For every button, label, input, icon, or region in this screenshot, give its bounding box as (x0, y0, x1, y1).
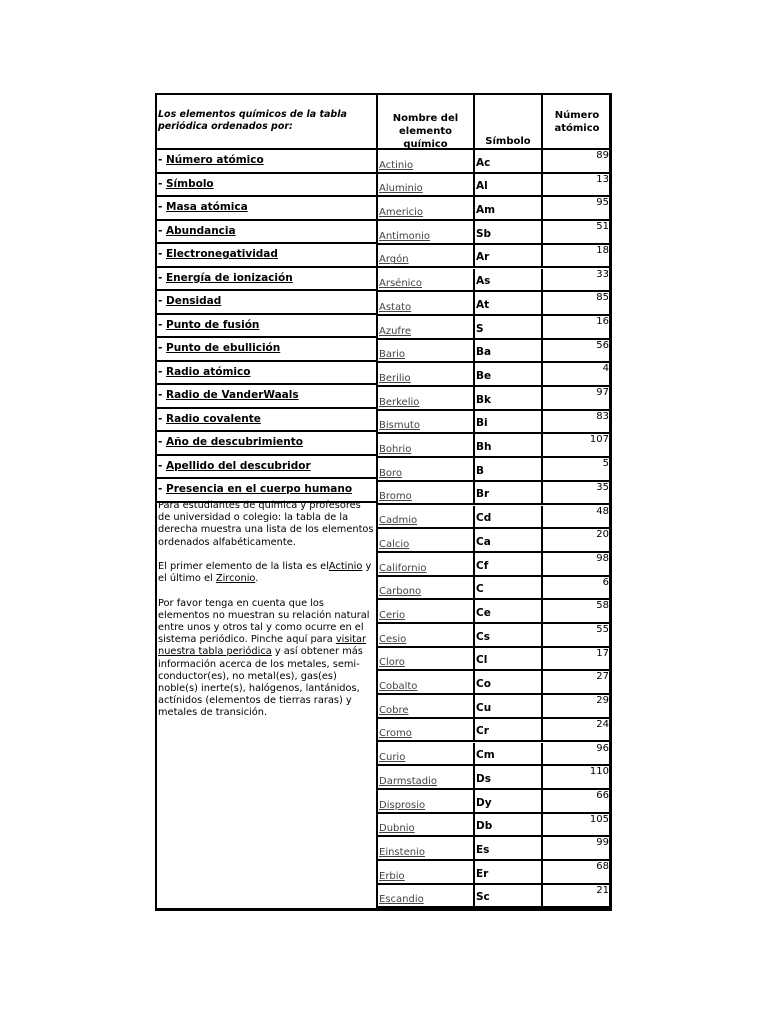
element-name-cell (378, 245, 475, 269)
table-row (378, 529, 611, 553)
element-name-cell (378, 624, 475, 648)
element-symbol-cell (475, 861, 543, 885)
element-number-cell (543, 387, 611, 411)
element-name-cell (378, 743, 475, 767)
element-atomic-number: 29 (596, 695, 609, 707)
element-number-cell (543, 766, 611, 790)
table-row (378, 577, 611, 601)
element-name-cell (378, 292, 475, 316)
element-name-link[interactable]: Erbio (379, 870, 405, 882)
element-atomic-number: 16 (596, 315, 609, 327)
element-symbol-cell (475, 766, 543, 790)
sort-option-link[interactable]: Punto de ebullición (166, 342, 281, 354)
info-paragraph-1: Para estudiantes de química y profesores de universidad o colegio: la tabla de la derecha muestra una lista de los elementos ordenados alfabéticamente. (158, 500, 374, 548)
table-row (378, 482, 611, 506)
table-row (378, 363, 611, 387)
sort-option-link[interactable]: Símbolo (166, 177, 214, 190)
element-number-cell (543, 624, 611, 648)
info-paragraph-2: El primer elemento de la lista es elActinio y el último el Zirconio. (158, 561, 372, 585)
sort-option-link[interactable]: Presencia en el cuerpo humano (166, 483, 353, 495)
sort-option-dash: - (158, 224, 163, 237)
element-number-cell (543, 292, 611, 316)
table-row (378, 885, 611, 909)
element-atomic-number: 98 (596, 552, 609, 564)
element-symbol-cell (475, 577, 543, 601)
sort-option-row (157, 432, 378, 456)
element-symbol: Al (476, 180, 488, 193)
element-atomic-number: 99 (596, 837, 609, 849)
element-symbol: Dy (476, 796, 492, 809)
element-name-link[interactable]: Darmstadio (379, 775, 438, 787)
element-number-cell (543, 529, 611, 553)
sort-option-link[interactable]: Energía de ionización (166, 271, 293, 284)
element-name-link[interactable]: Cloro (379, 657, 405, 669)
element-name-cell (378, 221, 475, 245)
element-atomic-number: 20 (596, 529, 609, 541)
sort-option-row (157, 385, 378, 409)
element-name-cell (378, 458, 475, 482)
element-name-link[interactable]: Boro (379, 467, 402, 479)
element-name-link[interactable]: Azufre (379, 325, 411, 337)
element-symbol: Am (476, 204, 496, 217)
element-symbol: Br (476, 488, 490, 501)
element-number-cell (543, 885, 611, 909)
element-symbol-cell (475, 340, 543, 364)
element-number-cell (543, 316, 611, 340)
element-atomic-number: 97 (596, 387, 609, 398)
element-name-link[interactable]: Antimonio (379, 230, 430, 242)
element-number-cell (543, 600, 611, 624)
sort-option-row (157, 150, 378, 174)
element-symbol-cell (475, 197, 543, 221)
element-atomic-number: 4 (602, 363, 609, 375)
element-atomic-number: 66 (596, 789, 609, 801)
element-name-cell (378, 269, 475, 293)
element-symbol-cell (475, 600, 543, 624)
element-atomic-number: 21 (596, 884, 609, 896)
element-name-cell (378, 671, 475, 695)
table-row (378, 221, 611, 245)
number-column-label: Número atómico (554, 110, 600, 134)
element-number-cell (543, 743, 611, 767)
sort-option-dash: - (158, 389, 163, 401)
element-name-link[interactable]: Bohrio (379, 444, 412, 456)
sort-option-link[interactable]: Apellido del descubridor (166, 459, 311, 472)
element-atomic-number: 35 (596, 481, 609, 493)
table-row (378, 766, 611, 790)
element-atomic-number: 95 (596, 197, 609, 209)
element-symbol-cell (475, 458, 543, 482)
element-symbol-cell (475, 292, 543, 316)
element-name-link[interactable]: Californio (379, 562, 427, 574)
number-column-header (543, 95, 611, 150)
element-name-cell (378, 577, 475, 601)
element-number-cell (543, 671, 611, 695)
element-number-cell (543, 506, 611, 530)
element-name-cell (378, 434, 475, 458)
table-row (378, 292, 611, 316)
sort-option-dash: - (158, 177, 163, 190)
element-atomic-number: 17 (596, 647, 609, 659)
table-row (378, 837, 611, 861)
element-number-cell (543, 861, 611, 885)
element-symbol: Bi (476, 417, 488, 430)
element-atomic-number: 96 (596, 742, 609, 754)
sort-option-link[interactable]: Densidad (166, 295, 222, 307)
element-number-cell (543, 648, 611, 672)
element-symbol-cell (475, 814, 543, 838)
element-atomic-number: 58 (596, 600, 609, 612)
sort-option-dash: - (158, 459, 163, 472)
element-symbol: Cl (476, 654, 488, 667)
sort-option-row (157, 338, 378, 362)
element-symbol: Ce (476, 606, 491, 619)
element-number-cell (543, 245, 611, 269)
element-number-cell (543, 150, 611, 174)
element-number-cell (543, 340, 611, 364)
element-name-link[interactable]: Aluminio (379, 183, 423, 195)
element-symbol: Es (476, 843, 490, 856)
sort-option-dash: - (158, 248, 163, 260)
element-symbol: Ba (476, 346, 492, 359)
element-name-cell (378, 506, 475, 530)
element-name-link[interactable]: Cerio (379, 609, 406, 621)
element-number-cell (543, 553, 611, 577)
element-number-cell (543, 790, 611, 814)
element-symbol: Db (476, 820, 493, 833)
element-atomic-number: 24 (596, 718, 609, 730)
element-name-link[interactable]: Cesio (379, 633, 407, 645)
element-name-link[interactable]: Argón (379, 254, 409, 266)
element-symbol-cell (475, 671, 543, 695)
sort-option-row (157, 197, 378, 221)
element-symbol: Cd (476, 512, 492, 525)
table-row (378, 814, 611, 838)
element-symbol-cell (475, 434, 543, 458)
sort-option-row (157, 409, 378, 433)
element-atomic-number: 18 (596, 244, 609, 256)
element-symbol: B (476, 464, 485, 477)
element-name-cell (378, 150, 475, 174)
table-row (378, 506, 611, 530)
sort-option-row (157, 268, 378, 292)
element-symbol: C (476, 583, 484, 596)
sort-option-link[interactable]: Número atómico (166, 154, 264, 166)
sort-option-link[interactable]: Masa atómica (166, 201, 248, 213)
table-row (378, 648, 611, 672)
element-atomic-number: 33 (596, 268, 609, 280)
element-symbol-cell (475, 387, 543, 411)
element-name-link[interactable]: Einstenio (379, 846, 425, 858)
table-row (378, 434, 611, 458)
element-symbol: Er (476, 867, 489, 880)
element-name-link[interactable]: Bario (379, 349, 405, 361)
element-name-link[interactable]: Bromo (379, 491, 412, 503)
sort-option-dash: - (158, 271, 163, 284)
element-name-cell (378, 340, 475, 364)
element-number-cell (543, 363, 611, 387)
table-row (378, 411, 611, 435)
table-row (378, 743, 611, 767)
symbol-column-label: Símbolo (485, 136, 531, 147)
element-symbol: Cu (476, 701, 492, 714)
element-number-cell (543, 197, 611, 221)
element-name-link[interactable]: Calcio (379, 538, 410, 550)
table-row (378, 269, 611, 293)
element-symbol-cell (475, 221, 543, 245)
element-symbol-cell (475, 174, 543, 198)
element-symbol-cell (475, 529, 543, 553)
element-name-link[interactable]: Disprosio (379, 799, 426, 811)
element-symbol: Ac (476, 156, 491, 169)
element-name-link[interactable]: Astato (379, 301, 412, 313)
table-row (378, 790, 611, 814)
element-symbol: S (476, 322, 484, 335)
sort-option-dash: - (158, 365, 163, 378)
element-name-cell (378, 197, 475, 221)
element-symbol-cell (475, 363, 543, 387)
sort-option-row (157, 291, 378, 315)
element-number-cell (543, 814, 611, 838)
info-paragraph-3: Por favor tenga en cuenta que los elementos no muestran su relación natural entre unos y otros tal y como ocurre en el sistema periódico. Pinche aquí para visitar nuestra tabla periódica y así obtener más información acerca de los metales, semi-conductor(es), no metal(es), gas(es) noble(s) inerte(s), halógenos, lantánidos, actínidos (elementos de tierras raras) y metales de transición. (158, 597, 370, 719)
element-atomic-number: 13 (596, 173, 609, 185)
sort-option-link[interactable]: Punto de fusión (166, 318, 260, 331)
element-symbol: Cm (476, 749, 495, 762)
sort-option-dash: - (158, 436, 163, 448)
element-symbol: Be (476, 369, 492, 382)
element-atomic-number: 55 (596, 624, 609, 635)
element-atomic-number: 56 (596, 339, 609, 351)
table-row (378, 695, 611, 719)
element-symbol: Ca (476, 535, 491, 548)
element-symbol: Co (476, 678, 491, 691)
zirconio-link[interactable]: Zirconio (215, 573, 256, 585)
sort-option-row (157, 174, 378, 198)
element-atomic-number: 48 (596, 505, 609, 517)
element-symbol: At (476, 298, 490, 311)
table-row (378, 600, 611, 624)
element-symbol: As (476, 275, 491, 288)
element-symbol-cell (475, 624, 543, 648)
name-column-header (378, 95, 475, 150)
name-column-label: Nombre del elemento químico (392, 113, 459, 150)
element-name-cell (378, 837, 475, 861)
element-atomic-number: 105 (589, 813, 609, 825)
sort-option-dash: - (158, 483, 163, 495)
sort-option-dash: - (158, 295, 163, 307)
element-number-cell (543, 482, 611, 506)
table-row (378, 245, 611, 269)
table-row (378, 458, 611, 482)
element-symbol: Sc (476, 891, 490, 904)
element-symbol: Cr (476, 725, 489, 738)
element-symbol: Bk (476, 393, 491, 406)
table-row (378, 719, 611, 743)
element-symbol-cell (475, 648, 543, 672)
table-row (378, 316, 611, 340)
element-atomic-number: 83 (596, 410, 609, 422)
element-symbol-cell (475, 269, 543, 293)
element-number-cell (543, 221, 611, 245)
element-name-cell (378, 790, 475, 814)
sort-option-dash: - (158, 412, 163, 425)
element-name-cell (378, 363, 475, 387)
info-text-block (157, 498, 378, 908)
element-atomic-number: 85 (596, 292, 609, 304)
element-name-link[interactable]: Berilio (379, 372, 411, 384)
element-name-cell (378, 885, 475, 909)
table-row (378, 624, 611, 648)
sort-option-link[interactable]: Año de descubrimiento (166, 436, 304, 448)
element-name-link[interactable]: Arsénico (379, 278, 423, 290)
element-name-link[interactable]: Cobre (379, 704, 409, 716)
sort-option-dash: - (158, 342, 163, 354)
element-symbol: Sb (476, 227, 492, 240)
element-symbol: Ar (476, 251, 490, 264)
element-number-cell (543, 695, 611, 719)
element-atomic-number: 89 (596, 150, 609, 161)
element-name-cell (378, 814, 475, 838)
element-name-cell (378, 482, 475, 506)
table-row (378, 387, 611, 411)
sort-option-dash: - (158, 318, 163, 331)
element-symbol: Ds (476, 772, 491, 785)
element-number-cell (543, 434, 611, 458)
element-atomic-number: 110 (589, 766, 609, 778)
element-symbol: Cf (476, 559, 489, 572)
element-symbol-cell (475, 411, 543, 435)
sort-header-cell (157, 95, 378, 150)
element-name-cell (378, 766, 475, 790)
element-symbol-cell (475, 482, 543, 506)
sort-option-row (157, 456, 378, 480)
element-symbol-cell (475, 695, 543, 719)
element-atomic-number: 6 (602, 576, 609, 588)
sort-option-link[interactable]: Radio de VanderWaals (166, 389, 299, 401)
table-row (378, 197, 611, 221)
element-name-link[interactable]: Americio (379, 207, 424, 219)
element-name-link[interactable]: Bismuto (379, 420, 420, 432)
element-number-cell (543, 269, 611, 293)
table-row (378, 340, 611, 364)
sort-option-row (157, 244, 378, 268)
element-atomic-number: 107 (589, 434, 609, 446)
element-name-cell (378, 648, 475, 672)
element-symbol-cell (475, 837, 543, 861)
element-atomic-number: 27 (596, 671, 609, 683)
element-name-link[interactable]: Carbono (379, 586, 422, 598)
element-symbol-cell (475, 316, 543, 340)
sort-option-link[interactable]: Abundancia (166, 224, 236, 237)
sort-option-row (157, 362, 378, 386)
element-name-link[interactable]: Cromo (379, 728, 412, 740)
element-number-cell (543, 174, 611, 198)
table-row (378, 671, 611, 695)
element-name-link[interactable]: Cobalto (379, 681, 418, 693)
periodic-table-link[interactable]: visitar nuestra tabla periódica (158, 634, 367, 658)
element-name-link[interactable]: Berkelio (379, 396, 420, 408)
element-name-cell (378, 600, 475, 624)
sort-option-link[interactable]: Radio atómico (166, 365, 251, 378)
element-name-cell (378, 174, 475, 198)
element-symbol-cell (475, 245, 543, 269)
element-number-cell (543, 458, 611, 482)
element-atomic-number: 5 (602, 458, 609, 470)
sort-option-link[interactable]: Radio covalente (166, 412, 261, 425)
element-symbol-cell (475, 719, 543, 743)
element-number-cell (543, 577, 611, 601)
element-symbol: Cs (476, 630, 490, 643)
element-number-cell (543, 837, 611, 861)
element-name-link[interactable]: Actinio (379, 159, 414, 171)
element-name-cell (378, 553, 475, 577)
symbol-column-header (475, 95, 543, 150)
element-symbol-cell (475, 553, 543, 577)
element-symbol-cell (475, 885, 543, 909)
element-name-link[interactable]: Curio (379, 752, 406, 764)
element-symbol: Bh (476, 441, 492, 454)
sort-option-row (157, 221, 378, 245)
table-row (378, 150, 611, 174)
element-atomic-number: 68 (596, 861, 609, 872)
elements-table (155, 93, 612, 911)
element-name-link[interactable]: Cadmio (379, 515, 418, 527)
element-symbol-cell (475, 790, 543, 814)
table-row (378, 861, 611, 885)
element-number-cell (543, 411, 611, 435)
element-name-cell (378, 411, 475, 435)
element-name-link[interactable]: Dubnio (379, 823, 415, 835)
sort-option-link[interactable]: Electronegatividad (166, 248, 278, 260)
sort-header-title: Los elementos químicos de la tabla periódica ordenados por: (158, 109, 347, 132)
table-row (378, 553, 611, 577)
actinio-link[interactable]: Actinio (328, 561, 363, 572)
sort-option-row (157, 315, 378, 339)
element-number-cell (543, 719, 611, 743)
element-symbol-cell (475, 506, 543, 530)
sort-option-dash: - (158, 201, 163, 213)
element-name-cell (378, 861, 475, 885)
element-name-cell (378, 695, 475, 719)
element-name-cell (378, 387, 475, 411)
element-symbol-cell (475, 150, 543, 174)
sort-option-dash: - (158, 154, 163, 166)
element-name-link[interactable]: Escandio (379, 894, 424, 906)
element-name-cell (378, 719, 475, 743)
element-name-cell (378, 529, 475, 553)
table-row (378, 174, 611, 198)
element-symbol-cell (475, 743, 543, 767)
element-name-cell (378, 316, 475, 340)
element-atomic-number: 51 (596, 221, 609, 233)
